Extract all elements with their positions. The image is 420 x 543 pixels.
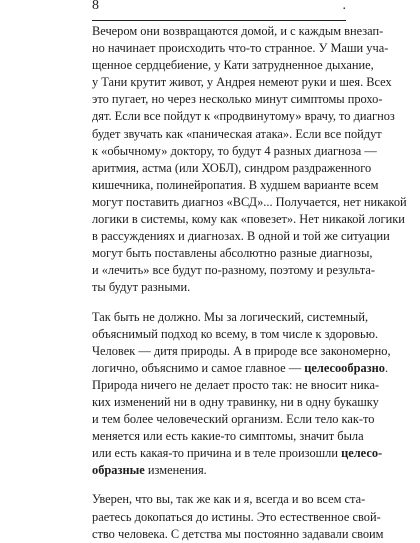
text-segment: но начинает происходить что-то странное. У Маши уча- (92, 41, 389, 56)
body-text (92, 23, 407, 543)
paragraph-gap (92, 297, 346, 309)
text-segment: ство человека. С детства мы постоянно задавали своим (92, 526, 384, 541)
text-line (92, 126, 382, 143)
text-segment: меняется или есть какие-то симптомы, значит была (92, 429, 364, 444)
page-number: 8 (92, 0, 99, 13)
text-line (92, 262, 375, 279)
text-segment: могут быть поставлены абсолютно разные диагнозы, (92, 246, 373, 261)
text-line (92, 377, 380, 394)
text-line (92, 228, 390, 245)
text-segment: Человек — дитя природы. А в природе все закономерно, (92, 343, 391, 358)
text-line (92, 108, 395, 125)
text-line (92, 428, 364, 445)
text-segment: кишечника, полинейропатия. В худшем варианте всем (92, 177, 379, 192)
text-line (92, 309, 369, 326)
text-line (92, 143, 377, 160)
header-mark: . (342, 0, 346, 13)
paragraph-gap (92, 479, 346, 491)
text-line (92, 462, 346, 479)
text-segment: к «обычному» доктору, то будут 4 разных диагноза — (92, 143, 377, 158)
text-segment: логично, объяснимо и самое главное — (92, 360, 305, 375)
text-line (92, 177, 379, 194)
text-line (92, 343, 391, 360)
text-segment: Так быть не должно. Мы за логический, системный, (92, 309, 369, 324)
text-segment: щенное сердцебиение, у Кати затрудненное дыхание, (92, 58, 374, 73)
text-line (92, 394, 379, 411)
text-line (92, 509, 381, 526)
bold-term: образные (92, 463, 145, 478)
text-segment: раетесь докопаться до истины. Это естественное свой- (92, 509, 381, 524)
text-segment: . (384, 360, 389, 375)
text-segment: это пугает, но через несколько минут симптомы прохо- (92, 92, 383, 107)
text-line (92, 326, 379, 343)
text-segment: логики в системы, кому как «повезет». Нет никакой логики (92, 212, 405, 227)
bold-term: целесо- (341, 446, 383, 461)
bold-term: целесообразно (304, 360, 385, 375)
text-segment: ты будут разными. (92, 280, 191, 295)
text-line (92, 279, 346, 296)
text-segment: могут поставить диагноз «ВСД»... Получается, нет никакой (92, 194, 407, 209)
text-line (92, 491, 366, 508)
text-line (92, 23, 384, 40)
text-line (92, 445, 383, 462)
text-segment: Вечером они возвращаются домой, и с каждым внезап- (92, 24, 384, 38)
text-segment: изменения. (144, 463, 207, 478)
text-line (92, 211, 405, 228)
text-segment: Уверен, что вы, так же как и я, всегда и во всем ста- (92, 492, 366, 507)
text-line (92, 360, 389, 377)
text-segment: объяснимый подход ко всему, в том числе к здоровью. (92, 326, 379, 341)
text-line (92, 194, 407, 211)
text-segment: Природа ничего не делает просто так: не вносит ника- (92, 377, 380, 392)
text-segment: или есть какая-то причина и в теле произошли (92, 446, 342, 461)
text-segment: в рассуждениях и диагнозах. В одной и той же ситуации (92, 229, 390, 244)
page-header (92, 0, 346, 21)
text-line (92, 57, 374, 74)
text-line (92, 526, 384, 543)
text-segment: и «лечить» все будут по-разному, поэтому и результа- (92, 263, 375, 278)
text-segment: у Тани крутит живот, у Андрея немеют руки и шея. Всех (92, 75, 392, 90)
text-line (92, 411, 375, 428)
text-line (92, 40, 389, 57)
text-segment: ких изменений ни в одну травинку, ни в одну букашку (92, 394, 379, 409)
paragraph (92, 491, 384, 542)
text-segment: аритмия, астма (или ХОБЛ), синдром раздраженного (92, 160, 372, 175)
text-segment: будет звучать как «паническая атака». Если все пойдут (92, 126, 382, 141)
paragraph (92, 23, 407, 297)
text-line (92, 74, 392, 91)
text-line (92, 245, 373, 262)
paragraph (92, 309, 391, 480)
text-segment: и тем более человеческий организм. Если тело как-то (92, 412, 375, 427)
text-line (92, 160, 372, 177)
text-segment: дят. Если все пойдут к «продвинутому» врачу, то диагноз (92, 109, 395, 124)
text-line (92, 91, 383, 108)
